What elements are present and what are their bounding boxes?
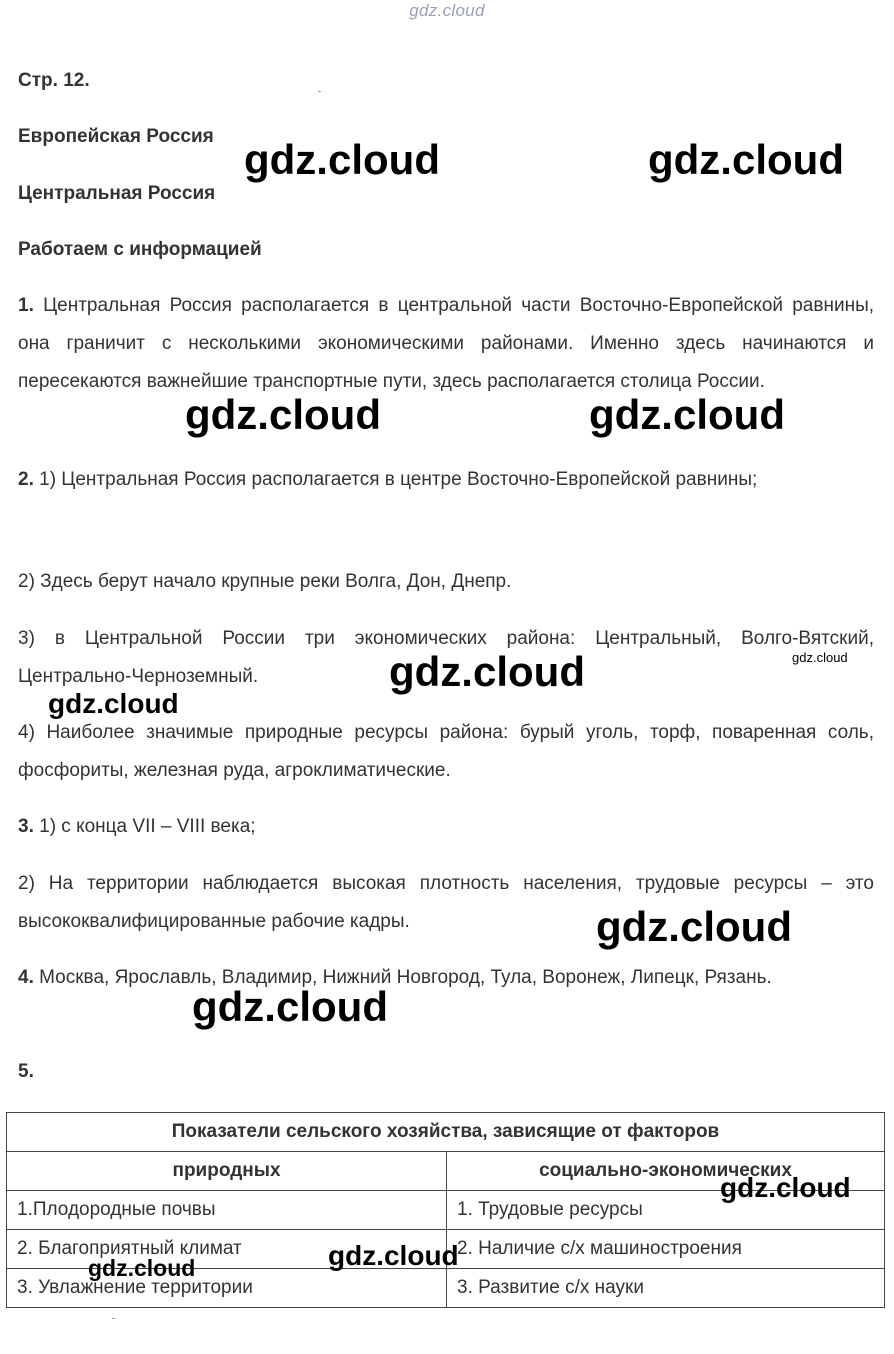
table-title-row [7,1113,885,1152]
watermark: gdz.cloud [88,1255,196,1281]
answer-4 [18,959,874,997]
answer-number: 2. [18,469,34,490]
answer-text: 3) в Центральной России три экономических района: Центральный, Волго-Вятский, Центрально-Черноземный. [18,628,874,687]
heading-european-russia: Европейская Россия [18,126,214,147]
answer-2-1 [18,457,874,503]
page-label: Стр. 12. [18,70,90,91]
answer-text: 2) Здесь берут начало крупные реки Волга, Дон, Днепр. [18,571,512,592]
table-cell: 3. Развитие с/х науки [447,1269,885,1308]
table-title: Показатели сельского хозяйства, зависящие от факторов [7,1113,885,1152]
heading-working-with-info: Работаем с информацией [18,239,262,260]
answer-3-1 [18,808,874,846]
answer-text: 2) На территории наблюдается высокая плотность населения, трудовые ресурсы – это высококвалифицированные рабочие кадры. [18,873,874,932]
watermark: gdz.cloud [185,391,381,438]
table-cell: 2. Благоприятный климат [7,1230,447,1269]
answer-5 [18,1053,874,1091]
col-header-natural: природных [7,1152,447,1191]
heading-central-russia: Центральная Россия [18,183,216,204]
answer-1 [18,287,874,401]
watermark: gdz.cloud [589,391,785,438]
answer-2-2 [18,563,874,601]
table-cell: 2. Наличие с/х машиностроения [447,1230,885,1269]
watermark: gdz.cloud [792,650,848,665]
answer-text: 1) с конца VII – VIII века; [33,816,256,837]
col-header-socioeconomic: социально-экономических [447,1152,885,1191]
watermark: gdz.cloud [720,1172,851,1203]
top-watermark: gdz.cloud [409,1,485,20]
table-cell: 1.Плодородные почвы [7,1191,447,1230]
answer-text: Москва, Ярославль, Владимир, Нижний Новгород, Тула, Воронеж, Липецк, Рязань. [33,967,772,988]
answer-number: 1. [18,295,34,316]
stray-mark [112,1318,115,1319]
answer-text: Центральная Россия располагается в центральной части Восточно-Европейской равнины, она граничит с несколькими экономическими районами. Именно здесь начинаются и пересекаются важнейшие транспортные пути, здесь располагается столица России. [18,295,874,392]
answer-text: 4) Наиболее значимые природные ресурсы района: бурый уголь, торф, поваренная соль, фосфориты, железная руда, агроклиматические. [18,722,874,781]
answer-number: 4. [18,967,34,988]
table-cell: 3. Увлажнение территории [7,1269,447,1308]
watermark: gdz.cloud [328,1240,459,1271]
answer-text: 1) Центральная Россия располагается в центре Восточно-Европейской равнины; [33,469,758,490]
answer-2-4 [18,714,874,790]
watermark: gdz.cloud [648,136,844,183]
answer-number: 3. [18,816,34,837]
table-cell: 1. Трудовые ресурсы [447,1191,885,1230]
answer-number: 5. [18,1061,34,1082]
watermark: gdz.cloud [389,648,585,695]
watermark: gdz.cloud [244,136,440,183]
watermark: gdz.cloud [48,688,179,719]
stray-mark [318,91,321,92]
watermark: gdz.cloud [596,903,792,950]
watermark: gdz.cloud [192,983,388,1030]
